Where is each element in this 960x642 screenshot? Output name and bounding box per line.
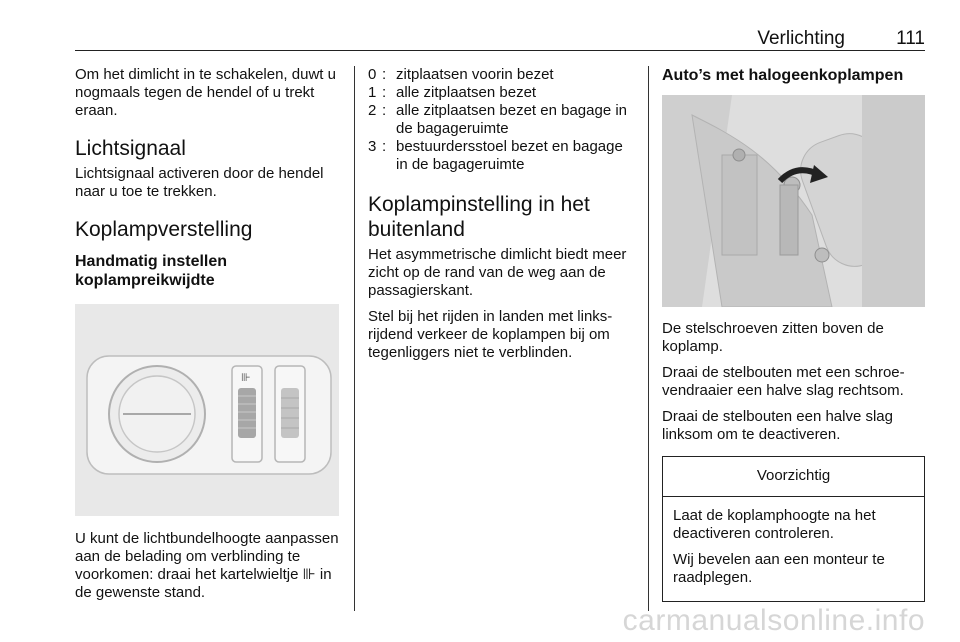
figure-caption (75, 530, 341, 602)
halogeen-paragraph-3: Draai de stelbouten een halve slag linksom om te deactiveren. (662, 408, 893, 443)
item-number: 1 (368, 84, 377, 101)
buitenland-paragraph-2: Stel bij het rijden in landen met linksrijdend verkeer de koplampen bij om tegenliggers niet te verblinden. (368, 308, 613, 361)
halogeen-paragraph-1: De stelschroeven zitten boven de koplamp. (662, 320, 884, 355)
watermark: carmanualsonline.info (622, 604, 925, 637)
list-item: 3 : bestuurdersstoel bezet en bagage in de bagageruimte (368, 138, 634, 174)
column-right (662, 66, 925, 602)
item-number: 2 (368, 102, 377, 119)
column-left (75, 66, 341, 610)
heading-handmatig: Handmatig instellen koplampreikwijdte (75, 253, 228, 289)
item-text: alle zitplaatsen bezet en bagage in de bagageruimte (396, 102, 628, 137)
caution-title: Voorzichtig (663, 457, 924, 497)
item-text: alle zitplaatsen bezet (396, 84, 537, 101)
column-divider (648, 66, 649, 611)
item-number: 0 (368, 66, 377, 83)
heading-buitenland: Koplampinstelling in het buitenland (368, 193, 590, 241)
headlamp-illustration (662, 95, 925, 307)
caution-paragraph-1: Laat de koplamphoogte na het deactiveren controleren. (673, 507, 876, 542)
heading-halogeen: Auto’s met halogeenkoplampen (662, 67, 904, 84)
headlamp-figure (662, 95, 925, 307)
column-middle (368, 66, 634, 370)
lichtsignaal-paragraph: Lichtsignaal activeren door de hendel naar u toe te trekken. (75, 165, 324, 200)
section-title: Verlichting (757, 28, 845, 49)
light-switch-figure (75, 304, 339, 516)
list-item: 0 : zitplaatsen voorin bezet (368, 66, 634, 84)
list-item: 1 : alle zitplaatsen bezet (368, 84, 634, 102)
intro-paragraph: Om het dimlicht in te schakelen, duwt u nogmaals tegen de hendel of u trekt eraan. (75, 66, 336, 119)
column-divider (354, 66, 355, 611)
caution-paragraph-2: Wij bevelen aan een monteur te raadplegen. (673, 551, 885, 586)
caption-text-end: in de gewenste stand. (75, 566, 332, 601)
buitenland-paragraph-1: Het asymmetrische dimlicht biedt meer zicht op de rand van de weg aan de passagierskant. (368, 246, 627, 299)
light-switch-illustration (75, 304, 339, 516)
list-item: 2 : alle zitplaatsen bezet en bagage in de bagageruimte (368, 102, 634, 138)
heading-lichtsignaal: Lichtsignaal (75, 137, 186, 160)
halogeen-paragraph-2: Draai de stelbouten met een schroevendraaier een halve slag rechtsom. (662, 364, 905, 399)
heading-koplampverstelling: Koplampverstelling (75, 218, 253, 241)
load-setting-list (368, 66, 634, 174)
headlamp-range-icon: ⊪ (302, 566, 316, 583)
item-text: bestuurdersstoel bezet en bagage in de bagageruimte (396, 138, 623, 173)
page-header (75, 28, 925, 51)
caution-box (662, 456, 925, 602)
page-number: 111 (896, 28, 925, 49)
item-number: 3 (368, 138, 377, 155)
svg-text:⊪: ⊪ (241, 371, 251, 384)
item-text: zitplaatsen voorin bezet (396, 66, 554, 83)
caption-text: U kunt de lichtbundelhoogte aanpassen aan de belading om verblinding te voorkomen: draai het kartelwieltje (75, 530, 339, 583)
